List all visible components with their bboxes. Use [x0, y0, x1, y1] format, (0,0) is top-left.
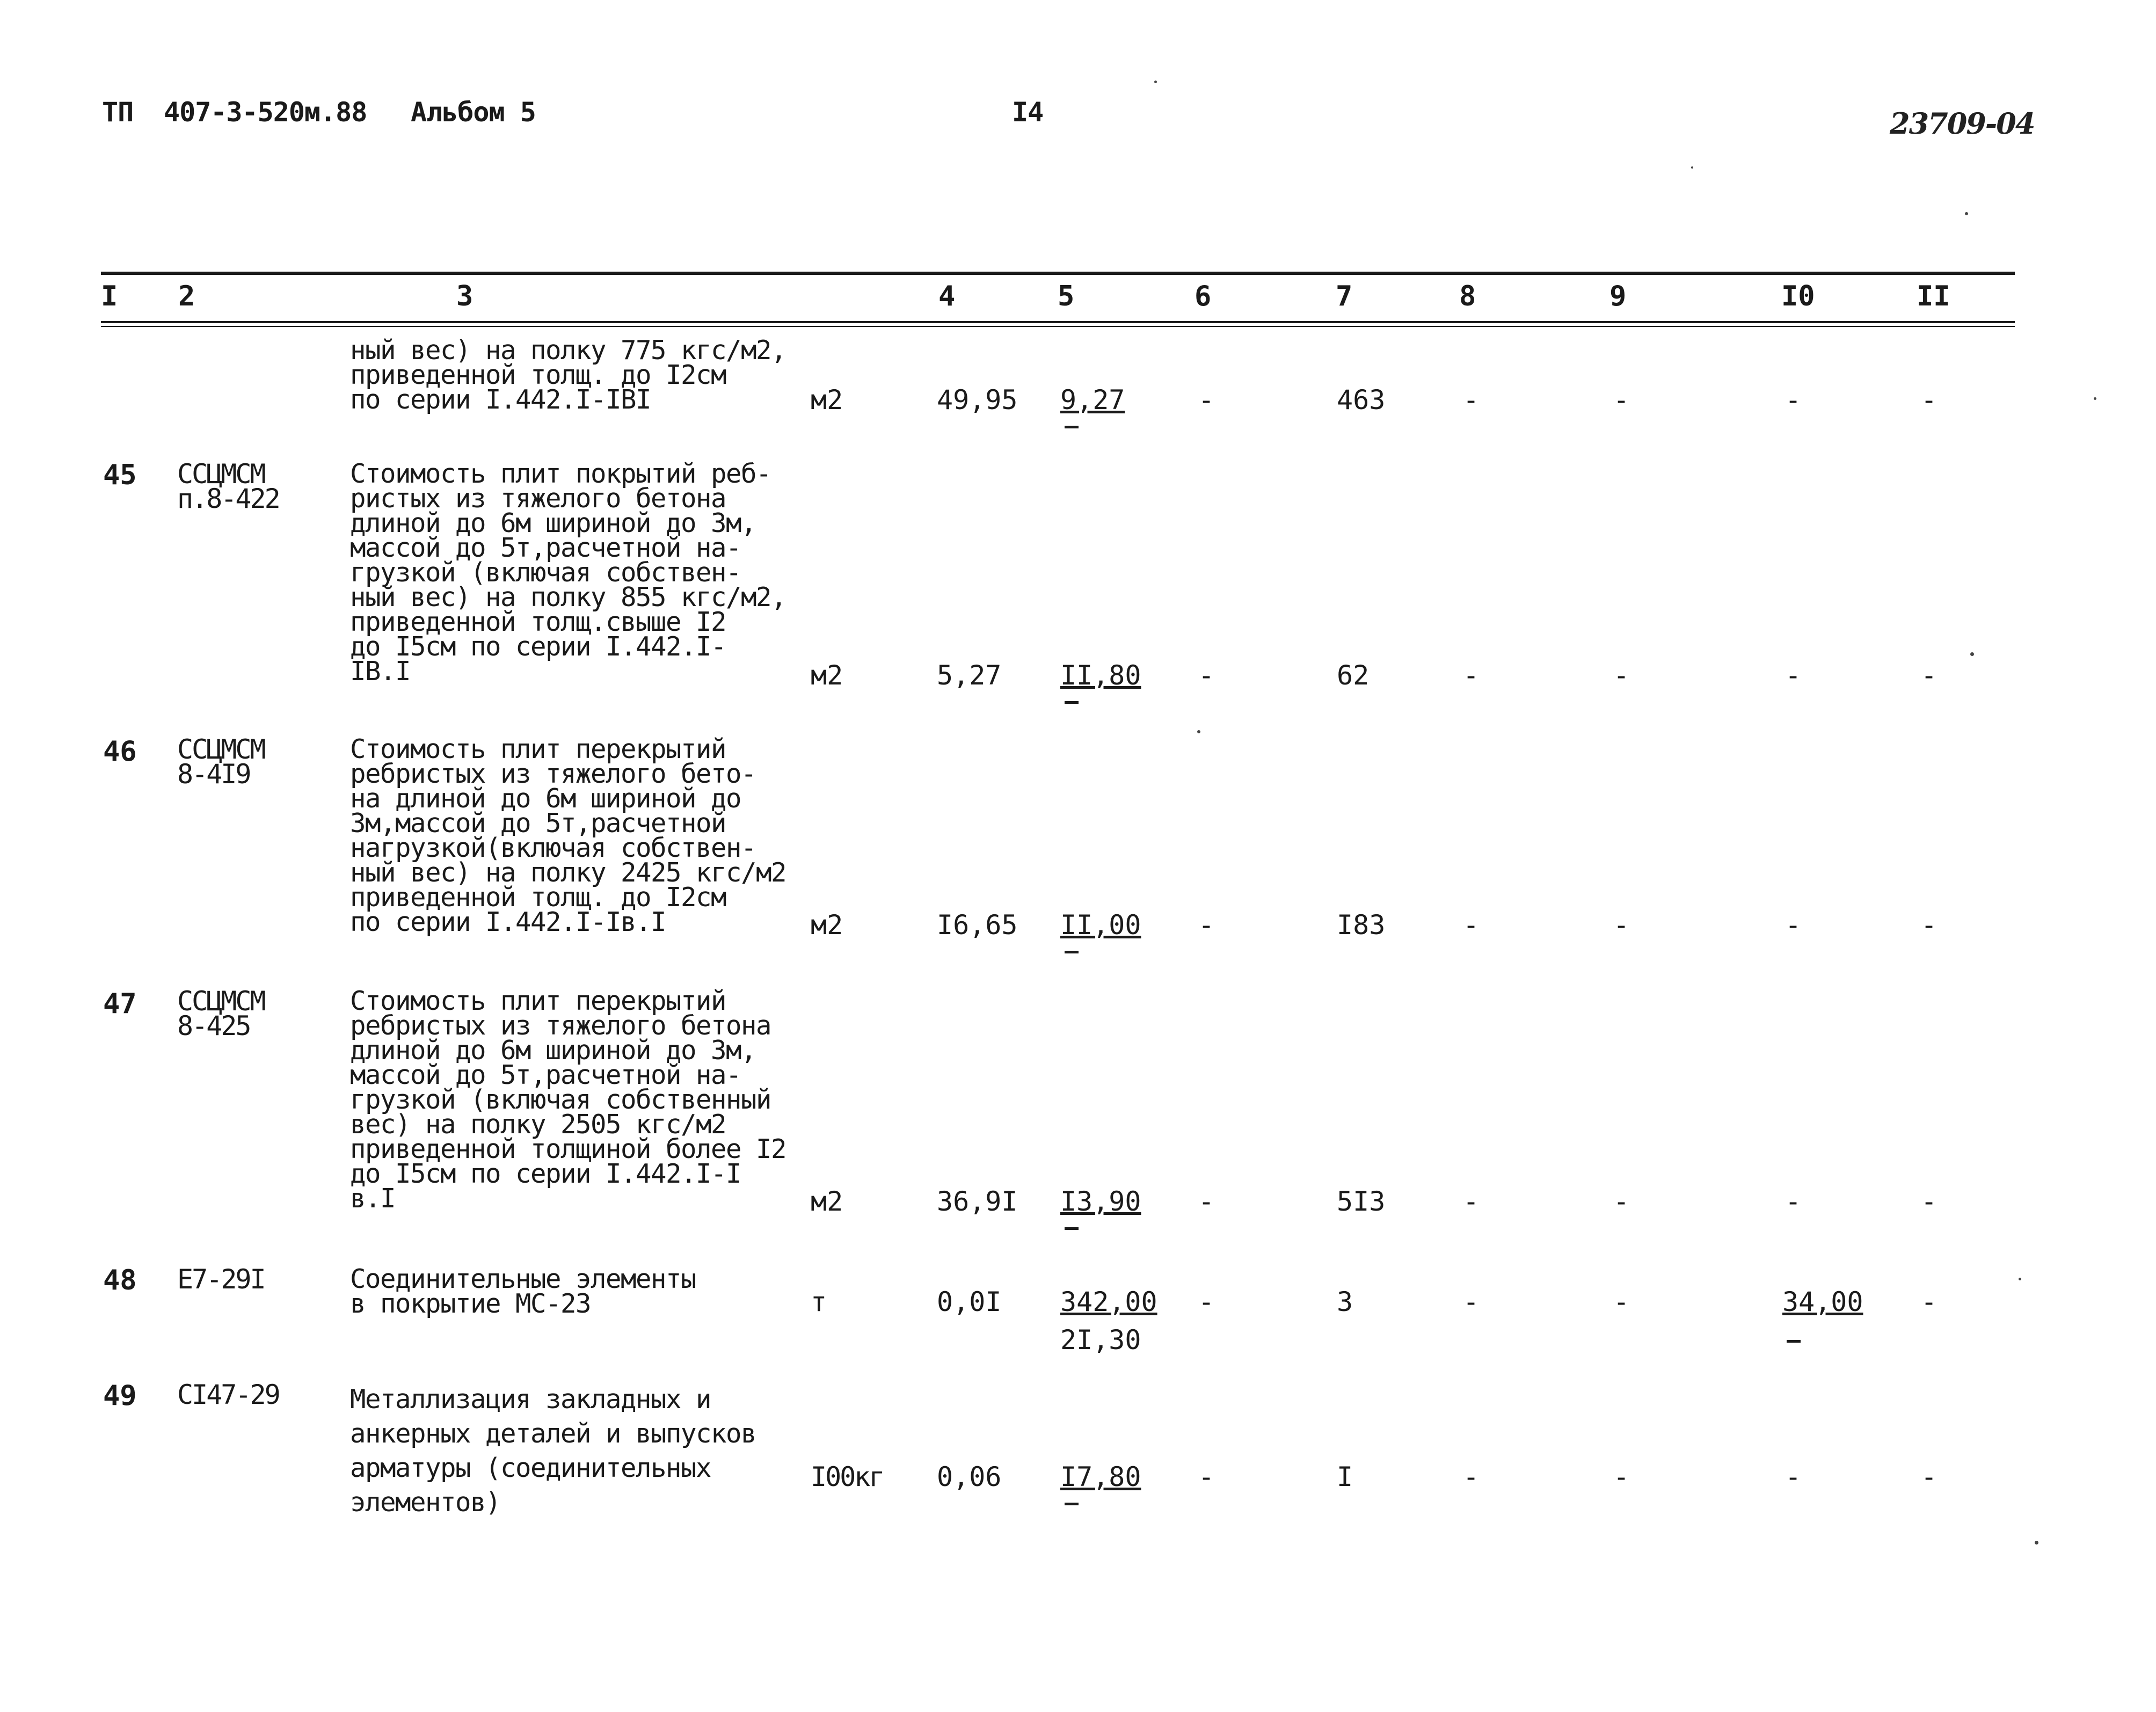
scan-speck	[2035, 1541, 2038, 1545]
norm-code: ССЦМСМ п.8-422	[177, 458, 279, 514]
unit: м2	[811, 660, 843, 691]
col-7: I	[1337, 1461, 1353, 1492]
col-8: -	[1463, 1286, 1480, 1317]
column-number: 6	[1194, 280, 1212, 312]
unit-price: 9,27	[1060, 384, 1125, 416]
unit: м2	[811, 384, 843, 416]
norm-code: ССЦМСМ 8-425	[177, 986, 265, 1041]
quantity: 36,9I	[937, 1186, 1018, 1217]
scan-speck	[2019, 1278, 2021, 1280]
row-number: 48	[103, 1264, 137, 1296]
col-7: I83	[1337, 909, 1386, 941]
col-10: -	[1785, 1186, 1802, 1217]
col-11: -	[1921, 1286, 1938, 1317]
price-underline-dash	[1065, 1503, 1079, 1505]
unit: т	[811, 1286, 827, 1317]
quantity: 0,0I	[937, 1286, 1002, 1317]
col-7: 463	[1337, 384, 1386, 416]
column-number: 3	[456, 280, 474, 312]
norm-code: СI47-29	[177, 1379, 279, 1410]
unit: м2	[811, 909, 843, 941]
quantity: 5,27	[937, 660, 1002, 691]
unit: м2	[811, 1186, 843, 1217]
col-10: -	[1785, 909, 1802, 941]
work-description: Стоимость плит перекрытий ребристых из тяжелого бетона длиной до 6м шириной до 3м, массой до 5т,расчетной на- грузкой (включая собственный вес) на полку 2505 кгс/м2 приведенной толщиной более I2 до I5см по серии I.442.I-I в.I	[350, 986, 786, 1214]
col-6: -	[1198, 1461, 1215, 1492]
price-underline-dash	[1065, 701, 1079, 704]
scan-speck	[1197, 730, 1200, 733]
table-header-rule	[101, 321, 2015, 323]
work-description: Металлизация закладных и анкерных деталей и выпусков арматуры (соединительных элементов)	[350, 1384, 756, 1518]
column-number: 2	[178, 280, 195, 312]
col-8: -	[1463, 1186, 1480, 1217]
column-number: 5	[1058, 280, 1075, 312]
row-number: 49	[103, 1380, 137, 1412]
col-6: -	[1198, 384, 1215, 416]
unit-price: 342,00	[1060, 1286, 1157, 1317]
col-6: -	[1198, 909, 1215, 941]
work-description: Стоимость плит покрытий реб- ристых из тяжелого бетона длиной до 6м шириной до 3м, массой до 5т,расчетной на- грузкой (включая собствен- ный вес) на полку 855 кгс/м2, приведенной толщ.свыше I2 до I5см по серии I.442.I- IB.I	[350, 458, 786, 687]
table-top-rule	[101, 272, 2015, 275]
col-9: -	[1613, 1286, 1630, 1317]
col-10-underline-dash	[1787, 1340, 1801, 1343]
work-description: Соединительные элементы в покрытие МС-23	[350, 1264, 696, 1319]
column-number: 4	[938, 280, 956, 312]
col-11: -	[1921, 909, 1938, 941]
col-10: -	[1785, 384, 1802, 416]
col-11: -	[1921, 660, 1938, 691]
table-header-rule-thin	[101, 326, 2015, 327]
col-8: -	[1463, 1461, 1480, 1492]
col-9: -	[1613, 384, 1630, 416]
col-10: -	[1785, 660, 1802, 691]
col-8: -	[1463, 909, 1480, 941]
col-11: -	[1921, 1461, 1938, 1492]
price-underline-dash	[1065, 951, 1079, 953]
col-7: 3	[1337, 1286, 1353, 1317]
quantity: 49,95	[937, 384, 1018, 416]
price-underline-dash	[1065, 1227, 1079, 1230]
col-11: -	[1921, 384, 1938, 416]
project-number: 407-3-520м.88	[164, 97, 367, 128]
col-7: 62	[1337, 660, 1370, 691]
norm-code: ССЦМСМ 8-4I9	[177, 734, 265, 790]
unit-price: I3,90	[1060, 1186, 1141, 1217]
page-number: I4	[1012, 97, 1044, 128]
column-number: I	[101, 280, 118, 312]
column-number: I0	[1781, 280, 1815, 312]
col-9: -	[1613, 1186, 1630, 1217]
unit-price-secondary: 2I,30	[1060, 1324, 1141, 1356]
row-number: 45	[103, 459, 137, 491]
series-code: ТП	[102, 97, 134, 128]
scan-speck	[1970, 652, 1974, 656]
col-6: -	[1198, 1186, 1215, 1217]
scan-speck	[1691, 166, 1693, 169]
unit-price: II,00	[1060, 909, 1141, 941]
work-description: Стоимость плит перекрытий ребристых из тяжелого бето- на длиной до 6м шириной до 3м,массой до 5т,расчетной нагрузкой(включая собствен- ный вес) на полку 2425 кгс/м2 приведенной толщ. до I2см по серии I.442.I-Iв.I	[350, 734, 786, 937]
work-description: ный вес) на полку 775 кгс/м2, приведенной толщ. до I2см по серии I.442.I-IBI	[350, 335, 786, 415]
scan-speck	[2094, 397, 2096, 400]
handwritten-number: 23709-04	[1890, 106, 2035, 141]
col-10: -	[1785, 1461, 1802, 1492]
row-number: 46	[103, 735, 137, 768]
col-8: -	[1463, 384, 1480, 416]
col-6: -	[1198, 1286, 1215, 1317]
scan-speck	[1965, 212, 1968, 215]
unit-price: I7,80	[1060, 1461, 1141, 1492]
col-11: -	[1921, 1186, 1938, 1217]
col-10: 34,00	[1782, 1286, 1863, 1317]
column-number: 7	[1336, 280, 1353, 312]
album-label: Альбом 5	[411, 97, 536, 128]
unit: I00кг	[811, 1461, 884, 1492]
col-7: 5I3	[1337, 1186, 1386, 1217]
quantity: 0,06	[937, 1461, 1002, 1492]
col-9: -	[1613, 660, 1630, 691]
col-6: -	[1198, 660, 1215, 691]
col-8: -	[1463, 660, 1480, 691]
row-number: 47	[103, 988, 137, 1020]
col-9: -	[1613, 1461, 1630, 1492]
col-9: -	[1613, 909, 1630, 941]
quantity: I6,65	[937, 909, 1018, 941]
column-number: 9	[1609, 280, 1627, 312]
scan-speck	[1154, 81, 1157, 83]
column-number: II	[1917, 280, 1950, 312]
price-underline-dash	[1065, 426, 1079, 428]
unit-price: II,80	[1060, 660, 1141, 691]
column-number: 8	[1459, 280, 1476, 312]
norm-code: Е7-29I	[177, 1264, 265, 1295]
